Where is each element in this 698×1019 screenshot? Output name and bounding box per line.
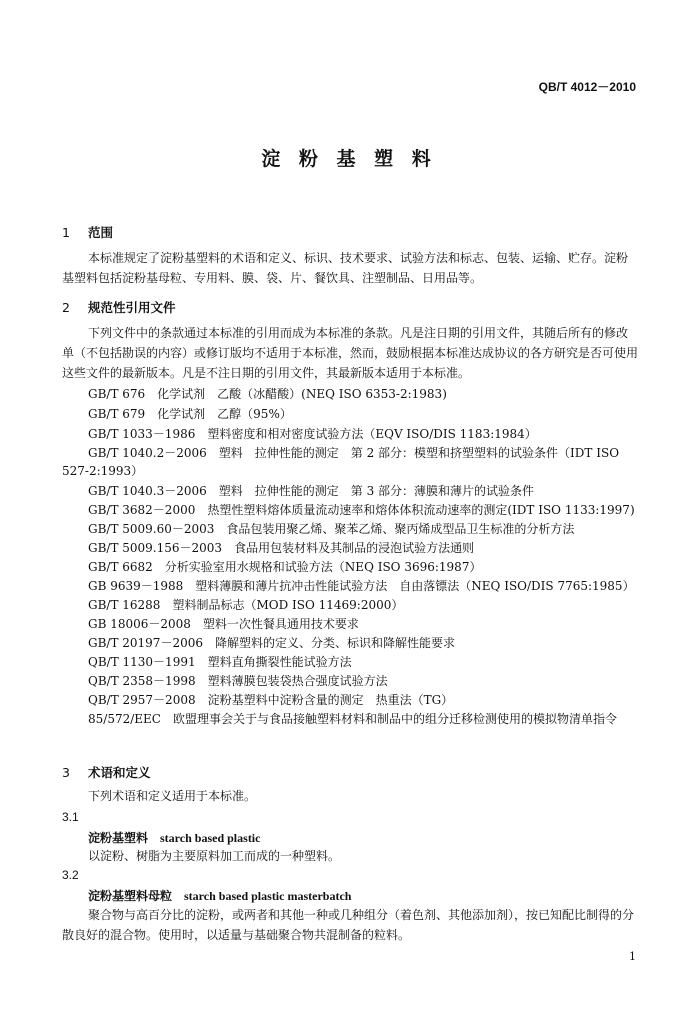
section-3-number: 3 [62,765,70,780]
term-english: starch based plastic [160,831,261,845]
term-definition [62,846,638,866]
document-title: 淀 粉 基 塑 料 [261,148,437,170]
reference-item: QB/T 1130－1991 塑料直角撕裂性能试验方法 [88,655,352,669]
reference-item: 85/572/EEC 欧盟理事会关于与食品接触塑料材料和制品中的组分迁移检测使用的模拟物清单指令 [88,712,617,726]
section-2-number: 2 [62,300,70,315]
term-number: 3.1 [62,810,79,824]
section-1-title: 范围 [88,225,114,240]
term-definition [62,905,638,945]
section-3-text: 下列术语和定义适用于本标准。 [88,789,257,803]
section-1-text: 本标准规定了淀粉基塑料的术语和定义、标识、技术要求、试验方法和标志、包装、运输、贮存。淀粉基塑料包括淀粉基母粒、专用料、膜、袋、片、餐饮具、注塑制品、日用品等。 [62,251,629,285]
section-3-paragraph [62,786,638,806]
reference-item: GB/T 1040.2－2006 塑料 拉伸性能的测定 第 2 部分：模塑和挤塑塑料的试验条件（IDT ISO 527-2:1993） [62,446,620,478]
reference-item: GB/T 16288 塑料制品标志（MOD ISO 11469:2000） [88,598,404,612]
reference-item: QB/T 2957－2008 淀粉基塑料中淀粉含量的测定 热重法（TG） [88,693,454,707]
reference-item: GB/T 5009.156－2003 食品用包装材料及其制品的浸泡试验方法通则 [88,541,475,555]
section-2-paragraph [62,323,638,383]
section-1-paragraph [62,248,638,288]
section-1-number: 1 [62,225,70,240]
reference-item: GB/T 1040.3－2006 塑料 拉伸性能的测定 第 3 部分：薄膜和薄片的试验条件 [88,484,535,498]
section-2-heading [62,298,176,316]
section-2-text: 下列文件中的条款通过本标准的引用而成为本标准的条款。凡是注日期的引用文件，其随后所有的修改单（不包括勘误的内容）或修订版均不适用于本标准，然而，鼓励根据本标准达成协议的各方研究是否可使用这些文件的最新版本。凡是不注日期的引用文件，其最新版本适用于本标准。 [62,326,639,380]
section-2-title: 规范性引用文件 [88,300,176,315]
term-english: starch based plastic masterbatch [184,889,352,903]
reference-item: GB/T 5009.60－2003 食品包装用聚乙烯、聚苯乙烯、聚丙烯成型品卫生标准的分析方法 [88,522,575,536]
term-heading [88,829,260,846]
term-heading [88,887,351,904]
reference-item: GB/T 679 化学试剂 乙醇（95%） [88,407,292,421]
reference-item: GB 9639－1988 塑料薄膜和薄片抗冲击性能试验方法 自由落镖法（NEQ ISO/DIS 7765:1985） [88,579,635,593]
section-1-heading [62,223,113,241]
reference-item: QB/T 2358－1998 塑料薄膜包装袋热合强度试验方法 [88,674,388,688]
section-3-title: 术语和定义 [88,765,151,780]
reference-item: GB/T 1033－1986 塑料密度和相对密度试验方法（EQV ISO/DIS 1183:1984） [88,427,537,441]
term-chinese: 淀粉基塑料 [88,831,149,845]
page-number: 1 [629,950,636,963]
reference-item: GB/T 20197－2006 降解塑料的定义、分类、标识和降解性能要求 [88,636,455,650]
reference-item: GB/T 3682－2000 热塑性塑料熔体质量流动速率和熔体体积流动速率的测定(IDT ISO 1133:1997) [88,503,635,517]
term-number: 3.2 [62,868,79,882]
reference-item: GB 18006－2008 塑料一次性餐具通用技术要求 [88,617,359,631]
section-3-heading [62,763,151,781]
term-definition-text: 以淀粉、树脂为主要原料加工而成的一种塑料。 [88,849,341,863]
reference-item: GB/T 676 化学试剂 乙酸（冰醋酸）(NEQ ISO 6353-2:1983) [88,387,447,401]
term-definition-text: 聚合物与高百分比的淀粉，或两者和其他一种或几种组分（着色剂、其他添加剂），按已知配比制得的分散良好的混合物。使用时，以适量与基础聚合物共混制备的粒料。 [62,908,635,942]
term-chinese: 淀粉基塑料母粒 [88,889,173,903]
reference-item: GB/T 6682 分析实验室用水规格和试验方法（NEQ ISO 3696:1987） [88,560,482,574]
standard-code: QB/T 4012－2010 [538,80,636,94]
